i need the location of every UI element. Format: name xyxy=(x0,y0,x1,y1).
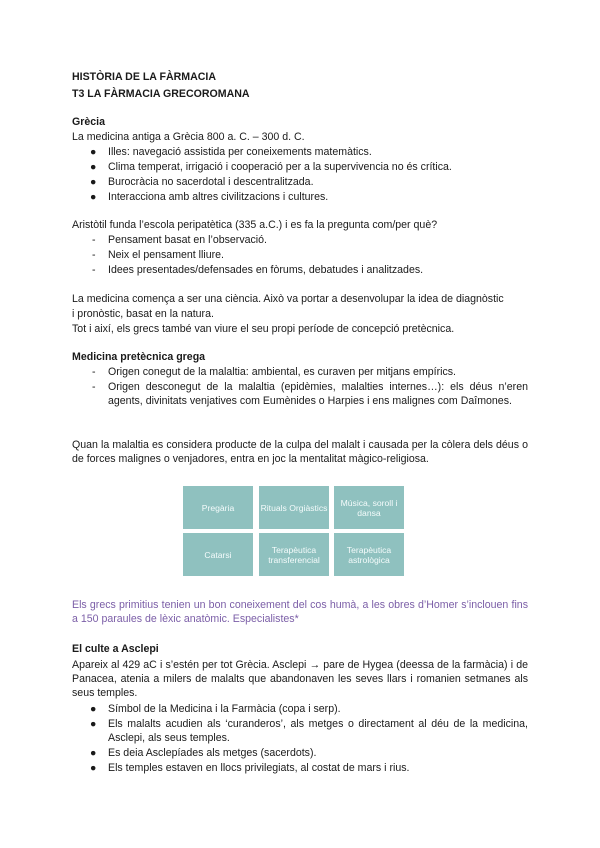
bullet-icon: ● xyxy=(90,703,97,715)
diagram-box-catarsi: Catarsi xyxy=(183,533,253,576)
dash-marker: - xyxy=(92,249,96,261)
list-item: Pensament basat en l’observació. xyxy=(108,234,267,246)
document-subtitle: T3 LA FÀRMACIA GRECOROMANA xyxy=(72,88,250,100)
list-item: Els temples estaven en llocs privilegiats, al costat de mars i rius. xyxy=(108,762,410,774)
list-item: Origen desconegut de la malaltia (epidèmies, malalties internes…): els déus n’eren agents, divinitats venjatives com Eumènides o Harpies i ens malignes com Daîmones. xyxy=(108,381,528,407)
diagram-box-rituals: Rituals Orgiàstics xyxy=(259,486,329,529)
list-item: Els malalts acudien als ‘curanderos’, als metges o directament al déu de la medicina, Asclepi, als seus temples. xyxy=(108,718,528,744)
section-heading-grecia: Grècia xyxy=(72,116,105,128)
diagram-box-transferencial: Terapèutica transferencial xyxy=(259,533,329,576)
dash-marker: - xyxy=(92,264,96,276)
aristotil-paragraph: Aristòtil funda l’escola peripatètica (335 a.C.) i es fa la pregunta com/per què? xyxy=(72,219,438,231)
bullet-icon: ● xyxy=(90,762,97,774)
bullet-icon: ● xyxy=(90,146,97,158)
dash-marker: - xyxy=(92,366,96,378)
paragraph-line: La medicina comença a ser una ciència. Això va portar a desenvolupar la idea de diagnòstic xyxy=(72,293,504,305)
diagram-box-astrologica: Terapèutica astrològica xyxy=(334,533,404,576)
bullet-icon: ● xyxy=(90,747,97,759)
bullet-icon: ● xyxy=(90,161,97,173)
list-item: Idees presentades/defensades en fòrums, debatudes i analitzades. xyxy=(108,264,424,276)
diagram-box-pregaria: Pregària xyxy=(183,486,253,529)
diagram-box-musica: Música, soroll i dansa xyxy=(334,486,404,529)
list-item: Clima temperat, irrigació i cooperació per a la supervivencia no és crítica. xyxy=(108,161,452,173)
list-item: Burocràcia no sacerdotal i descentralitzada. xyxy=(108,176,314,188)
document-title: HISTÒRIA DE LA FÀRMACIA xyxy=(72,71,216,83)
paragraph-line: Tot i així, els grecs també van viure el seu propi període de concepció pretècnica. xyxy=(72,323,455,335)
bullet-icon: ● xyxy=(90,191,97,203)
list-item: Illes: navegació assistida per coneixements matemàtics. xyxy=(108,146,372,158)
dash-marker: - xyxy=(92,381,96,393)
dash-marker: - xyxy=(92,234,96,246)
asclepi-paragraph: Apareix al 429 aC i s’estén per tot Grècia. Asclepi → pare de Hygea (deessa de la farmàcia) i de Panacea, atenia a milers de malalts que abandonaven les seves llars i romanien setmanes als seus temples. xyxy=(72,659,528,699)
list-item: Símbol de la Medicina i la Farmàcia (copa i serp). xyxy=(108,703,341,715)
list-item: Interacciona amb altres civilitzacions i cultures. xyxy=(108,191,329,203)
section-heading-pretecnica: Medicina pretècnica grega xyxy=(72,351,206,363)
list-item: Neix el pensament lliure. xyxy=(108,249,224,261)
bullet-icon: ● xyxy=(90,718,97,730)
paragraph-line: i pronòstic, basat en la natura. xyxy=(72,308,214,320)
homer-note: Els grecs primitius tenien un bon coneixement del cos humà, a les obres d’Homer s’inclouen fins a 150 paraules de lèxic anatòmic. Especialistes* xyxy=(72,599,528,625)
pretecnica-paragraph: Quan la malaltia es considera producte de la culpa del malalt i causada per la còlera dels déus o de forces malignes o venjadores, entra en joc la mentalitat màgico-religiosa. xyxy=(72,439,528,465)
grecia-intro: La medicina antiga a Grècia 800 a. C. – 300 d. C. xyxy=(72,131,305,143)
list-item: Origen conegut de la malaltia: ambiental, es curaven per mitjans empírics. xyxy=(108,366,456,378)
list-item: Es deia Asclepíades als metges (sacerdots). xyxy=(108,747,317,759)
section-heading-asclepi: El culte a Asclepi xyxy=(72,643,159,655)
bullet-icon: ● xyxy=(90,176,97,188)
